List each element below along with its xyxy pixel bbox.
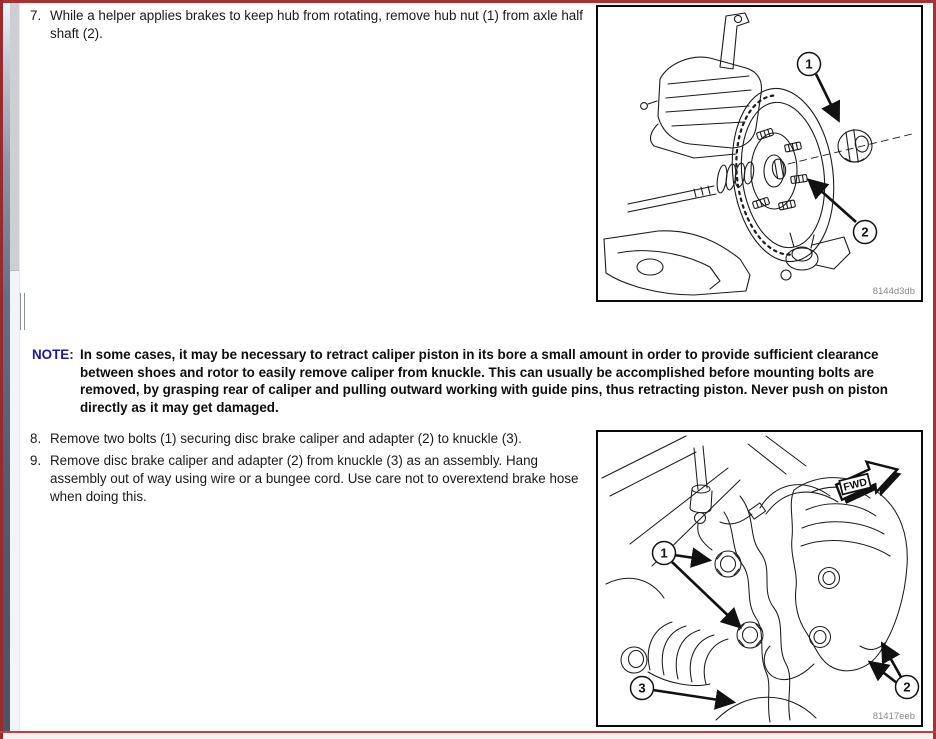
note-label: NOTE: xyxy=(32,347,74,362)
caliper-diagram xyxy=(598,432,921,725)
mounting-bolt-upper xyxy=(715,551,741,577)
note-block xyxy=(32,346,892,416)
brake-rotor-drawing xyxy=(604,13,916,295)
callout-arrow xyxy=(816,74,838,119)
step-item-7 xyxy=(30,7,605,43)
page-border-bottom xyxy=(0,731,936,733)
step-number: 8. xyxy=(30,431,42,446)
callout-arrow xyxy=(653,690,732,702)
figure-code: 8144d3db xyxy=(872,286,915,297)
note-text-line: directly as it may get damaged. xyxy=(80,399,279,415)
splitter-handle[interactable] xyxy=(20,293,25,330)
step-item-8 xyxy=(30,430,605,448)
step-number: 7. xyxy=(30,8,42,23)
callout-arrow xyxy=(883,645,901,677)
note-text-line: removed, by grasping rear of caliper and pulling outward working with guide pins, thus retracting piston. Never push on piston xyxy=(80,382,888,397)
window-edge-gradient xyxy=(3,3,10,731)
callout-1-label: 1 xyxy=(805,56,813,72)
fwd-arrow-label: FWD xyxy=(842,476,869,494)
hub-nut-diagram xyxy=(598,7,921,300)
step-text-line: Remove two bolts (1) securing disc brake caliper and adapter (2) to knuckle (3). xyxy=(50,431,522,446)
bottom-gap xyxy=(0,733,936,739)
callout-arrow xyxy=(674,555,708,560)
figure-box-caliper xyxy=(596,430,923,727)
callout-arrow xyxy=(871,663,897,683)
step-text xyxy=(50,7,605,43)
step-text-line: assembly out of way using wire or a bungee cord. Use care not to overextend brake hose xyxy=(50,471,579,486)
step-text-line: when doing this. xyxy=(50,489,147,504)
callout-2-label: 2 xyxy=(903,679,911,695)
step-text xyxy=(50,452,605,506)
axle-half-shaft-splines xyxy=(771,158,787,180)
figure-box-hub-nut xyxy=(596,5,923,302)
step-text xyxy=(50,430,605,448)
fwd-arrow xyxy=(833,454,906,506)
page-border-top xyxy=(0,0,936,3)
note-text xyxy=(80,346,892,416)
step-text-line: While a helper applies brakes to keep hub from rotating, remove hub nut (1) from axle half xyxy=(50,8,583,23)
page-border-left xyxy=(0,0,3,739)
scrollbar-thumb[interactable] xyxy=(10,3,19,271)
note-text-line: between shoes and rotor to easily remove caliper from knuckle. This can usually be accomplished before mounting bolts are xyxy=(80,364,874,380)
scrollbar-track[interactable] xyxy=(10,3,20,731)
callout-1-label: 1 xyxy=(660,545,668,561)
step-number: 9. xyxy=(30,453,42,468)
callout-arrow xyxy=(810,181,856,222)
step-text-line: shaft (2). xyxy=(50,26,103,41)
figure-code: 81417eeb xyxy=(872,711,915,722)
callout-2-label: 2 xyxy=(861,224,869,240)
mounting-bolt-lower xyxy=(737,622,763,648)
hub-nut-drawing xyxy=(836,127,874,164)
step-item-9 xyxy=(30,452,605,506)
callout-3-label: 3 xyxy=(638,680,646,696)
note-text-line: In some cases, it may be necessary to retract caliper piston in its bore a small amount in order to provide sufficient clearance xyxy=(80,347,879,362)
step-text-line: Remove disc brake caliper and adapter (2) from knuckle (3) as an assembly. Hang xyxy=(50,453,538,468)
